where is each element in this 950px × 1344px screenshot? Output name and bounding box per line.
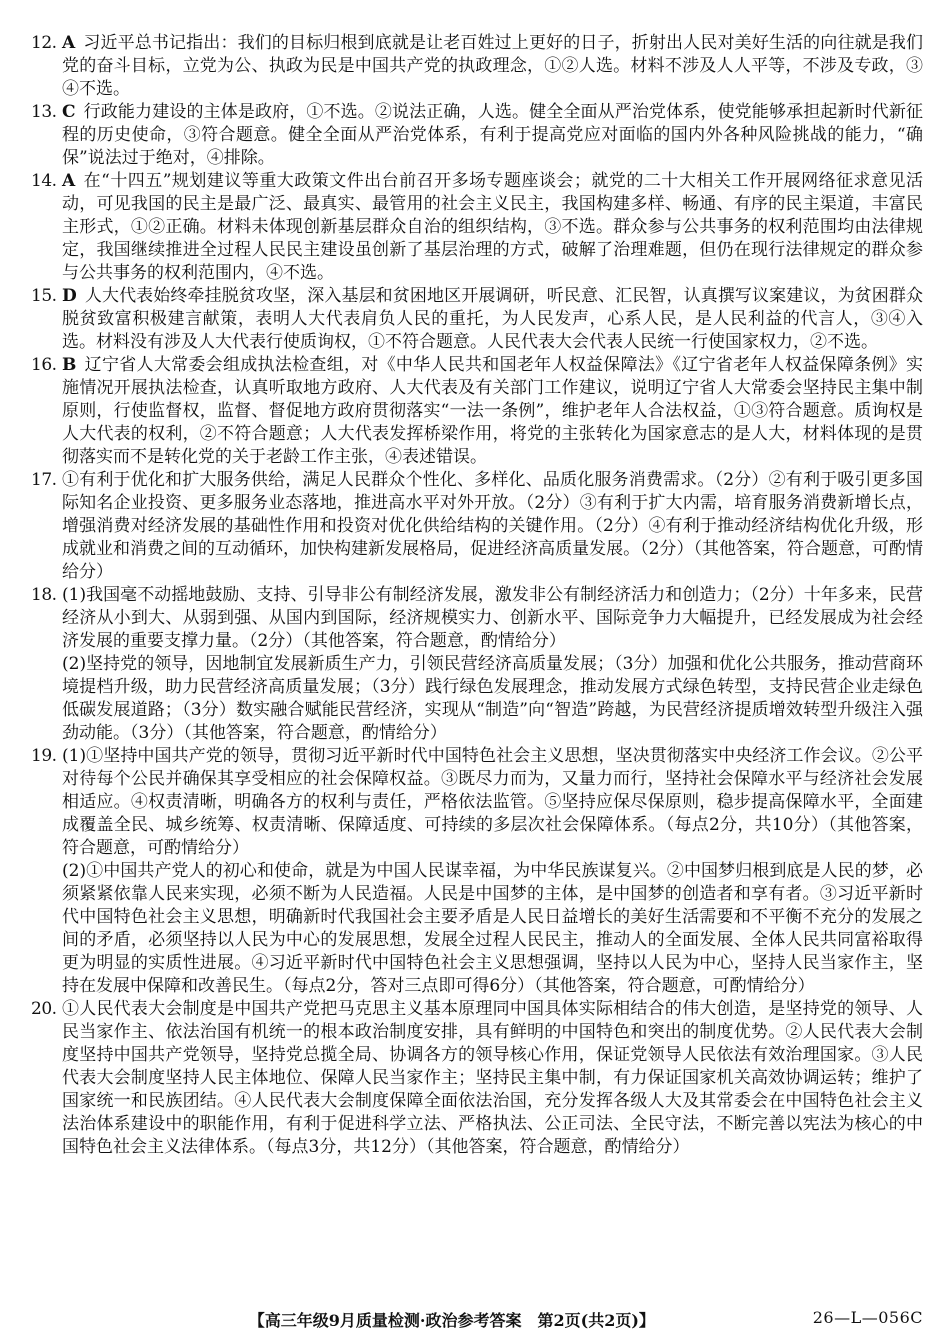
footer-title: 【高三年级9月质量检测·政治参考答案 第2页(共2页)】: [248, 1311, 655, 1330]
answer-text: 行政能力建设的主体是政府，①不选。②说法正确，人选。健全全面从严治党体系，使党能够承担起新时代新征程的历史使命，③符合题意。健全全面从严治党体系，有利于提高党应对面临的国内外各种风险挑战的能力，“确保”说法过于绝对，④排除。: [62, 102, 923, 168]
question-number: 18.: [31, 585, 57, 605]
answer-paragraph: [62, 745, 923, 860]
answer-text: 人大代表始终牵挂脱贫攻坚，深入基层和贫困地区开展调研，听民意、汇民智，认真撰写议案建议，为贫困群众脱贫致富积极建言献策，表明人大代表肩负人民的重托，为人民发声，心系人民，是人民利益的代言人，③④入选。材料没有涉及人大代表行使质询权，①不符合题意。人民代表大会代表人民统一行使国家权力，②不选。: [62, 286, 923, 352]
answer-text: (1)我国毫不动摇地鼓励、支持、引导非公有制经济发展，激发非公有制经济活力和创造力；（2分）十年多来，民营经济从小到大、从弱到强、从国内到国际，经济规模实力、创新水平、国际竞争力大幅提升，已经发展成为社会经济发展的重要支撑力量。（2分）（其他答案，符合题意，酌情给分）: [62, 585, 923, 651]
answer-body: [62, 998, 923, 1159]
answer-item: [31, 101, 923, 170]
question-number: 13.: [31, 102, 57, 122]
answer-body: [62, 584, 923, 745]
answer-list: [31, 32, 923, 1159]
answer-text: 习近平总书记指出：我们的目标归根到底就是让老百姓过上更好的日子，折射出人民对美好生活的向往就是我们党的奋斗目标，立党为公、执政为民是中国共产党的执政理念，①②人选。材料不涉及人人平等，不涉及专政，③④不选。: [62, 33, 923, 99]
answer-text: 在“十四五”规划建议等重大政策文件出台前召开多场专题座谈会；就党的二十大相关工作开展网络征求意见活动，可见我国的民主是最广泛、最真实、最管用的社会主义民主，我国构建多样、畅通、有序的民主渠道，丰富民主形式，①②正确。材料未体现创新基层群众自治的组织结构，③不选。群众参与公共事务的权利范围均由法律规定，我国继续推进全过程人民民主建设虽创新了基层治理的方式，破解了治理难题，但仍在现行法律规定的群众参与公共事务的权利范围内，④不选。: [62, 171, 923, 283]
answer-paragraph: [62, 32, 923, 101]
answer-item: [31, 584, 923, 745]
question-number: 12.: [31, 33, 57, 53]
answer-text: ①人民代表大会制度是中国共产党把马克思主义基本原理同中国具体实际相结合的伟大创造，是坚持党的领导、人民当家作主、依法治国有机统一的根本政治制度安排，具有鲜明的中国特色和突出的制度优势。②人民代表大会制度坚持中国共产党领导，坚持党总揽全局、协调各方的领导核心作用，保证党领导人民依法有效治理国家。③人民代表大会制度坚持人民主体地位、保障人民当家作主；坚持民主集中制，有力保证国家机关高效协调运转；维护了国家统一和民族团结。④人民代表大会制度保障全面依法治国，充分发挥各级人大及其常委会在中国特色社会主义法治体系建设中的职能作用，有利于促进科学立法、严格执法、公正司法、全民守法，不断完善以宪法为核心的中国特色社会主义法律体系。（每点3分，共12分）（其他答案，符合题意，酌情给分）: [62, 999, 923, 1157]
answer-body: [62, 285, 923, 354]
answer-item: [31, 469, 923, 584]
answer-choice: A: [62, 171, 76, 191]
answer-text: ①有利于优化和扩大服务供给，满足人民群众个性化、多样化、品质化服务消费需求。（2分）②有利于吸引更多国际知名企业投资、更多服务业态落地，推进高水平对外开放。（2分）③有利于扩大内需，培育服务消费新增长点，增强消费对经济发展的基础性作用和投资对优化供给结构的关键作用。（2分）④有利于推动经济结构优化升级，形成就业和消费之间的互动循环，加快构建新发展格局，促进经济高质量发展。（2分）（其他答案，符合题意，可酌情给分）: [62, 470, 923, 582]
answer-choice: B: [62, 355, 77, 375]
answer-item: [31, 745, 923, 998]
question-number: 16.: [31, 355, 57, 375]
footer-code: 26—L—056C: [812, 1308, 923, 1327]
answer-text: (2)坚持党的领导，因地制宜发展新质生产力，引领民营经济高质量发展；（3分）加强和优化公共服务，推动营商环境提档升级，助力民营经济高质量发展；（3分）践行绿色发展理念，推动发展方式绿色转型，支持民营企业走绿色低碳发展道路；（3分）数实融合赋能民营经济，实现从“制造”向“智造”跨越，为民营经济提质增效转型升级注入强劲动能。（3分）（其他答案，符合题意，酌情给分）: [62, 654, 923, 743]
page-footer: [31, 1308, 923, 1331]
answer-body: [62, 354, 923, 469]
answer-choice: C: [62, 102, 76, 122]
question-number: 15.: [31, 286, 57, 306]
answer-paragraph: [62, 101, 923, 170]
question-number: 14.: [31, 171, 57, 191]
answer-paragraph: [62, 998, 923, 1159]
answer-paragraph: [62, 469, 923, 584]
answer-paragraph: [62, 354, 923, 469]
question-number: 17.: [31, 470, 57, 490]
answer-body: [62, 469, 923, 584]
question-number: 19.: [31, 746, 57, 766]
answer-choice: A: [62, 33, 76, 53]
answer-item: [31, 170, 923, 285]
question-number: 20.: [31, 999, 57, 1019]
answer-paragraph: [62, 653, 923, 745]
answer-text: 辽宁省人大常委会组成执法检查组，对《中华人民共和国老年人权益保障法》《辽宁省老年人权益保障条例》实施情况开展执法检查，认真听取地方政府、人大代表及有关部门工作建议，说明辽宁省人大常委会坚持民主集中制原则，行使监督权，监督、督促地方政府贯彻落实“一法一条例”，维护老年人合法权益，①③符合题意。质询权是人大代表的权利，②不符合题意；人大代表发挥桥梁作用，将党的主张转化为国家意志的是人大，材料体现的是贯彻落实而不是转化党的关于老龄工作主张，④表述错误。: [62, 355, 923, 467]
answer-choice: D: [62, 286, 77, 306]
answer-body: [62, 745, 923, 998]
answer-paragraph: [62, 285, 923, 354]
answer-text: (1)①坚持中国共产党的领导，贯彻习近平新时代中国特色社会主义思想，坚决贯彻落实中央经济工作会议。②公平对待每个公民并确保其享受相应的社会保障权益。③既尽力而为，又量力而行，坚持社会保障水平与经济社会发展相适应。④权责清晰，明确各方的权利与责任，严格依法监管。⑤坚持应保尽保原则，稳步提高保障水平，全面建成覆盖全民、城乡统筹、权责清晰、保障适度、可持续的多层次社会保障体系。（每点2分，共10分）（其他答案，符合题意，可酌情给分）: [62, 746, 923, 858]
answer-text: (2)①中国共产党人的初心和使命，就是为中国人民谋幸福，为中华民族谋复兴。②中国梦归根到底是人民的梦，必须紧紧依靠人民来实现，必须不断为人民造福。人民是中国梦的主体，是中国梦的创造者和享有者。③习近平新时代中国特色社会主义思想，明确新时代我国社会主要矛盾是人民日益增长的美好生活需要和不平衡不充分的发展之间的矛盾，必须坚持以人民为中心的发展思想，发展全过程人民民主，推动人的全面发展、全体人民共同富裕取得更为明显的实质性进展。④习近平新时代中国特色社会主义思想强调，坚持以人民为中心，坚持人民当家作主，坚持在发展中保障和改善民生。（每点2分，答对三点即可得6分）（其他答案，符合题意，可酌情给分）: [62, 861, 923, 996]
answer-paragraph: [62, 584, 923, 653]
answer-paragraph: [62, 170, 923, 285]
answer-body: [62, 170, 923, 285]
answer-item: [31, 32, 923, 101]
answer-item: [31, 285, 923, 354]
answer-body: [62, 32, 923, 101]
answer-body: [62, 101, 923, 170]
answer-paragraph: [62, 860, 923, 998]
answer-item: [31, 354, 923, 469]
answer-item: [31, 998, 923, 1159]
